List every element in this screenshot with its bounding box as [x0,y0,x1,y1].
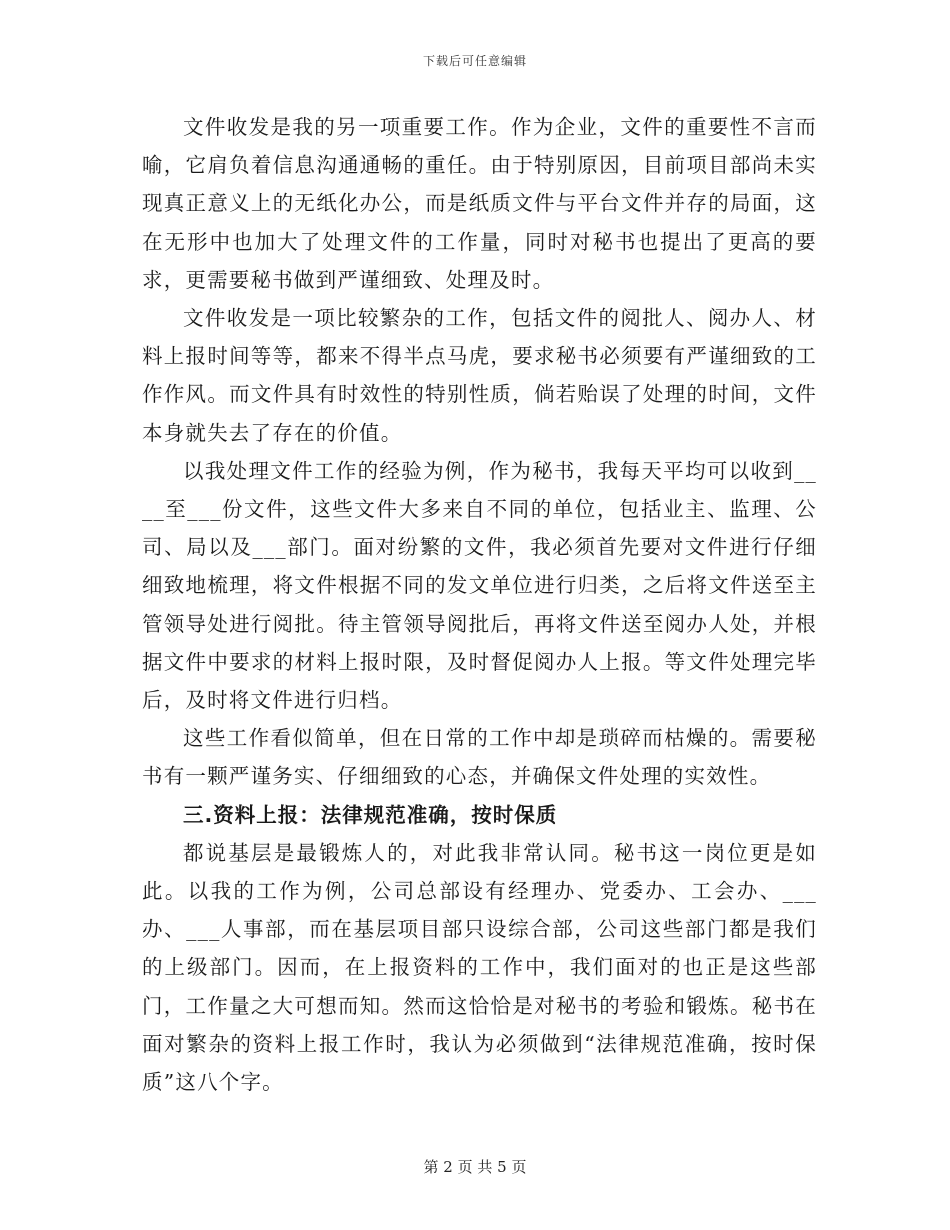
paragraph-2: 文件收发是一项比较繁杂的工作，包括文件的阅批人、阅办人、材料上报时间等等，都来不得半点马虎，要求秘书必须要有严谨细致的工作作风。而文件具有时效性的特别性质，倘若贻误了处理的时间，文件本身就失去了存在的价值。 [142,306,817,445]
paragraph-4: 这些工作看似简单，但在日常的工作中却是琐碎而枯燥的。需要秘书有一颗严谨务实、仔细细致的心态，并确保文件处理的实效性。 [142,726,817,789]
section-heading: 三.资料上报：法律规范准确，按时保质 [183,802,558,827]
paragraph-1: 文件收发是我的另一项重要工作。作为企业，文件的重要性不言而喻，它肩负着信息沟通通畅的重任。由于特别原因，目前项目部尚未实现真正意义上的无纸化办公，而是纸质文件与平台文件并存的局面，这在无形中也加大了处理文件的工作量，同时对秘书也提出了更高的要求，更需要秘书做到严谨细致、处理及时。 [142,115,817,292]
page-header: 下载后可任意编辑 [422,54,527,68]
page-footer: 第 2 页 共 5 页 [423,1158,527,1176]
document-body [142,108,817,1101]
paragraph-3: 以我处理文件工作的经验为例，作为秘书，我每天平均可以收到____至___份文件，这些文件大多来自不同的单位，包括业主、监理、公司、局以及___部门。面对纷繁的文件，我必须首先要对文件进行仔细细致地梳理，将文件根据不同的发文单位进行归类，之后将文件送至主管领导处进行阅批。待主管领导阅批后，再将文件送至阅办人处，并根据文件中要求的材料上报时限，及时督促阅办人上报。等文件处理完毕后，及时将文件进行归档。 [142,458,817,713]
section-paragraph-1: 都说基层是最锻炼人的，对此我非常认同。秘书这一岗位更是如此。以我的工作为例，公司总部设有经理办、党委办、工会办、___办、___人事部，而在基层项目部只设综合部，公司这些部门都是我们的上级部门。因而，在上报资料的工作中，我们面对的也正是这些部门，工作量之大可想而知。然而这恰恰是对秘书的考验和锻炼。秘书在面对繁杂的资料上报工作时，我认为必须做到“法律规范准确，按时保质”这八个字。 [142,840,817,1095]
